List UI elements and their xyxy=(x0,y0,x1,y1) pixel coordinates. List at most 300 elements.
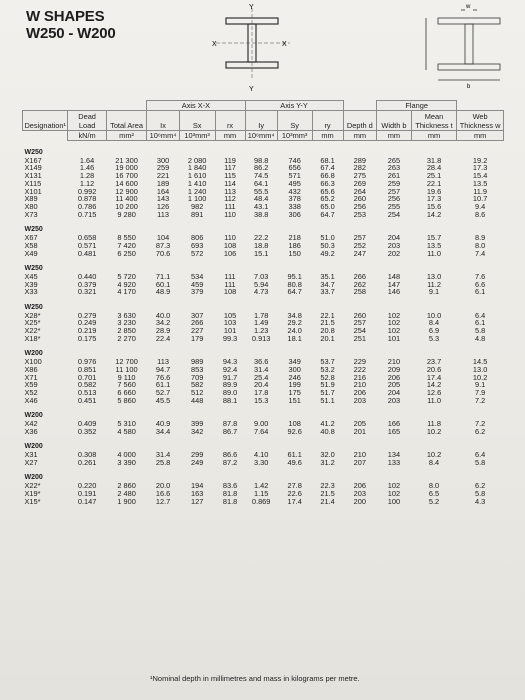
value-cell: 20.4 xyxy=(253,380,269,390)
value-cell: 3 230 xyxy=(117,318,136,328)
unit-sy: 10³mm³ xyxy=(277,131,312,141)
value-cell: 13.5 xyxy=(426,240,442,250)
value-cell: 246 xyxy=(288,372,301,382)
value-cell: 52.7 xyxy=(155,388,171,397)
value-cell: 9.00 xyxy=(253,419,269,428)
designation-cell: X73 xyxy=(24,209,38,219)
table-row xyxy=(23,459,504,467)
value-cell: 108 xyxy=(288,419,301,428)
value-cell: 86.6 xyxy=(222,450,238,459)
value-cell: 111 xyxy=(224,202,236,211)
value-cell: 34.8 xyxy=(287,310,302,320)
value-cell: 222 xyxy=(353,364,367,374)
value-cell: 22.1 xyxy=(426,178,442,188)
value-cell: 0.715 xyxy=(77,209,97,219)
value-cell: 71.1 xyxy=(155,271,171,281)
value-cell: 28.9 xyxy=(155,326,171,335)
value-cell: 38.8 xyxy=(253,209,269,219)
value-cell: 19.2 xyxy=(472,155,488,165)
value-cell: 86.2 xyxy=(253,163,269,173)
value-cell: 203 xyxy=(353,395,367,405)
value-cell: 432 xyxy=(288,186,301,196)
mean-thickness-header: Mean Thickness t xyxy=(411,111,456,131)
flange-width-label: b xyxy=(467,84,471,90)
sx-header: Sx xyxy=(179,111,215,131)
axis-yy-header: Axis Y-Y xyxy=(245,101,343,111)
value-cell: 61.1 xyxy=(155,380,171,390)
value-cell: 0.869 xyxy=(251,496,271,506)
value-cell: 6.5 xyxy=(428,488,440,498)
value-cell: 68.1 xyxy=(320,155,335,165)
value-cell: 11.0 xyxy=(427,248,441,258)
value-cell: 51.9 xyxy=(320,380,335,390)
value-cell: 60.1 xyxy=(155,279,171,289)
value-cell: 259 xyxy=(156,163,170,173)
value-cell: 8.6 xyxy=(474,209,486,219)
value-cell: 8.4 xyxy=(428,318,440,328)
value-cell: 117 xyxy=(224,163,236,173)
value-cell: 17.4 xyxy=(426,372,442,382)
group-name: W200 xyxy=(24,412,43,420)
group-name: W250 xyxy=(24,265,43,272)
value-cell: 25.8 xyxy=(155,457,171,467)
value-cell: 33.7 xyxy=(320,287,335,297)
value-cell: 151 xyxy=(288,395,301,405)
w-shapes-properties-table xyxy=(22,100,504,505)
value-cell: 34.2 xyxy=(155,318,171,328)
unit-w: mm xyxy=(457,131,504,141)
value-cell: 19 000 xyxy=(115,163,138,173)
designation-cell: X149 xyxy=(24,163,42,173)
value-cell: 203 xyxy=(387,395,401,405)
unit-t: mm xyxy=(411,131,456,141)
value-cell: 1 100 xyxy=(187,194,207,204)
value-cell: 67.4 xyxy=(320,163,335,173)
value-cell: 48.9 xyxy=(155,287,171,297)
value-cell: 261 xyxy=(387,171,401,180)
value-cell: 201 xyxy=(353,426,367,436)
designation-cell: X58 xyxy=(24,240,38,250)
unit-sx: 10³mm³ xyxy=(179,131,215,141)
value-cell: 210 xyxy=(353,450,367,459)
value-cell: 133 xyxy=(387,457,401,467)
unit-b: mm xyxy=(377,131,412,141)
value-cell: 0.851 xyxy=(77,364,97,374)
value-cell: 0.308 xyxy=(77,450,97,459)
value-cell: 205 xyxy=(353,419,367,428)
value-cell: 1.23 xyxy=(253,326,269,335)
value-cell: 254 xyxy=(353,326,367,335)
value-cell: 40.8 xyxy=(320,426,335,436)
value-cell: 95.1 xyxy=(287,271,302,281)
value-cell: 10.2 xyxy=(426,426,442,436)
value-cell: 163 xyxy=(190,488,204,498)
value-cell: 14.2 xyxy=(426,209,442,219)
value-cell: 28.4 xyxy=(426,163,442,173)
value-cell: 6 250 xyxy=(117,248,136,258)
value-cell: 8.4 xyxy=(428,457,440,467)
designation-cell: X36 xyxy=(24,426,38,436)
value-cell: 15.6 xyxy=(426,202,442,211)
group-spacer xyxy=(23,436,504,444)
value-cell: 14.2 xyxy=(426,380,442,390)
value-cell: 111 xyxy=(224,271,236,281)
value-cell: 534 xyxy=(190,271,204,281)
value-cell: 3 630 xyxy=(117,310,136,320)
value-cell: 110 xyxy=(224,209,236,219)
value-cell: 113 xyxy=(224,186,236,196)
value-cell: 1 410 xyxy=(187,178,207,188)
value-cell: 205 xyxy=(387,380,401,390)
title-line-1: W SHAPES xyxy=(26,8,105,25)
value-cell: 64.7 xyxy=(320,209,335,219)
page-title xyxy=(26,8,116,42)
value-cell: 5.2 xyxy=(428,496,440,506)
value-cell: 31.4 xyxy=(253,364,269,374)
value-cell: 89.0 xyxy=(222,388,238,397)
group-name: W250 xyxy=(24,303,43,311)
value-cell: 6.2 xyxy=(474,426,486,436)
value-cell: 23.7 xyxy=(426,357,442,366)
group-name: W250 xyxy=(24,148,43,156)
value-cell: 11.9 xyxy=(473,186,488,196)
value-cell: 7.03 xyxy=(253,271,269,281)
value-cell: 1.28 xyxy=(79,171,95,180)
value-cell: 207 xyxy=(353,457,367,467)
header-row-2 xyxy=(23,111,504,131)
designation-cell: X167 xyxy=(24,155,42,165)
value-cell: 0.321 xyxy=(77,287,97,297)
value-cell: 5 310 xyxy=(117,419,136,428)
value-cell: 66.8 xyxy=(320,171,335,180)
value-cell: 8.0 xyxy=(428,481,440,490)
value-cell: 50.3 xyxy=(320,240,335,250)
value-cell: 43.1 xyxy=(253,202,269,211)
value-cell: 6.4 xyxy=(474,310,486,320)
value-cell: 0.440 xyxy=(77,271,97,281)
designation-cell: X18* xyxy=(24,333,41,343)
value-cell: 66.3 xyxy=(320,178,335,188)
group-spacer xyxy=(23,296,504,304)
value-cell: 20.8 xyxy=(320,326,335,335)
value-cell: 210 xyxy=(353,380,367,390)
value-cell: 0.786 xyxy=(77,202,97,211)
value-cell: 148 xyxy=(387,271,401,281)
value-cell: 4.73 xyxy=(253,287,269,297)
value-cell: 6.1 xyxy=(474,287,486,297)
value-cell: 2 080 xyxy=(187,155,207,165)
value-cell: 52.8 xyxy=(320,372,335,382)
value-cell: 102 xyxy=(387,318,401,328)
value-cell: 199 xyxy=(288,380,301,390)
group-spacer xyxy=(23,343,504,351)
value-cell: 165 xyxy=(387,426,401,436)
value-cell: 9.1 xyxy=(428,287,440,297)
value-cell: 6.1 xyxy=(474,318,486,328)
designation-cell: X22* xyxy=(24,481,41,490)
value-cell: 253 xyxy=(353,209,367,219)
value-cell: 306 xyxy=(288,209,301,219)
value-cell: 2 480 xyxy=(117,488,136,498)
value-cell: 259 xyxy=(387,178,401,188)
table-row xyxy=(23,498,504,506)
value-cell: 5.8 xyxy=(474,326,486,335)
value-cell: 247 xyxy=(353,248,367,258)
value-cell: 15.4 xyxy=(472,171,488,180)
value-cell: 4 580 xyxy=(117,426,136,436)
group-spacer xyxy=(23,467,504,475)
footnote: ¹Nominal depth in millimetres and mass in kilograms per metre. xyxy=(150,674,360,683)
value-cell: 25.4 xyxy=(253,372,269,382)
value-cell: 399 xyxy=(190,419,204,428)
value-cell: 113 xyxy=(157,209,169,219)
value-cell: 127 xyxy=(190,496,204,506)
web-thickness-header: Web Thickness w xyxy=(457,111,504,131)
value-cell: 206 xyxy=(387,372,401,382)
value-cell: 6.6 xyxy=(474,279,486,289)
value-cell: 40.0 xyxy=(155,310,171,320)
value-cell: 15.7 xyxy=(426,233,442,242)
value-cell: 218 xyxy=(288,233,301,242)
value-cell: 216 xyxy=(353,372,367,382)
value-cell: 89.9 xyxy=(222,380,238,390)
value-cell: 9.1 xyxy=(474,380,486,390)
value-cell: 92.6 xyxy=(287,426,302,436)
value-cell: 338 xyxy=(288,202,301,211)
value-cell: 99.3 xyxy=(222,333,238,343)
value-cell: 656 xyxy=(288,163,301,173)
value-cell: 202 xyxy=(387,248,401,258)
value-cell: 189 xyxy=(156,178,170,188)
value-cell: 853 xyxy=(190,364,204,374)
designation-cell: X45 xyxy=(24,271,38,281)
value-cell: 982 xyxy=(190,202,204,211)
value-cell: 17.3 xyxy=(426,194,442,204)
value-cell: 22.4 xyxy=(155,333,171,343)
value-cell: 10.7 xyxy=(472,194,488,204)
value-cell: 64.1 xyxy=(253,178,269,188)
value-cell: 262 xyxy=(353,279,367,289)
value-cell: 1.42 xyxy=(253,481,269,490)
value-cell: 48.4 xyxy=(253,194,269,204)
value-cell: 143 xyxy=(156,194,170,204)
value-cell: 3 390 xyxy=(117,457,136,467)
value-cell: 1.15 xyxy=(253,488,269,498)
value-cell: 5 860 xyxy=(117,395,136,405)
value-cell: 119 xyxy=(224,155,236,165)
value-cell: 12 700 xyxy=(115,357,138,366)
value-cell: 0.279 xyxy=(77,310,97,320)
value-cell: 265 xyxy=(387,155,401,165)
value-cell: 65.0 xyxy=(320,202,335,211)
value-cell: 379 xyxy=(190,287,204,297)
value-cell: 269 xyxy=(353,178,367,188)
value-cell: 0.582 xyxy=(77,380,97,390)
designation-header: Designation¹ xyxy=(23,111,68,131)
designation-cell: X59 xyxy=(24,380,38,390)
value-cell: 13.0 xyxy=(472,364,488,374)
value-cell: 6.9 xyxy=(428,326,440,335)
table-row xyxy=(23,397,504,405)
designation-cell: X80 xyxy=(24,202,38,211)
value-cell: 53.7 xyxy=(320,357,335,366)
value-cell: 34.4 xyxy=(155,426,171,436)
value-cell: 103 xyxy=(223,318,237,328)
value-cell: 0.481 xyxy=(77,248,97,258)
value-cell: 249 xyxy=(190,457,204,467)
value-cell: 65.2 xyxy=(320,194,335,204)
value-cell: 263 xyxy=(387,163,401,173)
designation-cell: X28* xyxy=(24,310,41,320)
value-cell: 2 850 xyxy=(117,326,136,335)
table-body xyxy=(23,141,504,506)
value-cell: 51.7 xyxy=(320,388,335,397)
value-cell: 13.0 xyxy=(426,271,442,281)
value-cell: 378 xyxy=(288,194,301,204)
value-cell: 10.0 xyxy=(426,310,442,320)
value-cell: 746 xyxy=(288,155,301,165)
value-cell: 16 700 xyxy=(115,171,138,180)
value-cell: 3.30 xyxy=(253,457,269,467)
rx-header: rx xyxy=(215,111,245,131)
value-cell: 21.5 xyxy=(320,318,335,328)
value-cell: 22.2 xyxy=(253,233,269,242)
value-cell: 0.513 xyxy=(77,388,97,397)
group-name: W200 xyxy=(24,350,43,358)
designation-cell: X33 xyxy=(24,287,38,297)
width-header: Width b xyxy=(377,111,412,131)
value-cell: 204 xyxy=(387,388,401,397)
value-cell: 4 000 xyxy=(117,450,136,459)
value-cell: 20.0 xyxy=(155,481,171,490)
value-cell: 0.451 xyxy=(77,395,97,405)
value-cell: 87.2 xyxy=(222,457,238,467)
value-cell: 15.3 xyxy=(253,395,269,405)
value-cell: 0.701 xyxy=(77,372,97,382)
value-cell: 7.6 xyxy=(474,271,486,281)
value-cell: 31.8 xyxy=(426,155,442,165)
value-cell: 27.8 xyxy=(287,481,302,490)
value-cell: 134 xyxy=(387,450,401,459)
value-cell: 255 xyxy=(387,202,401,211)
value-cell: 74.5 xyxy=(253,171,269,180)
value-cell: 164 xyxy=(156,186,170,196)
value-cell: 1.12 xyxy=(79,178,95,188)
value-cell: 166 xyxy=(387,419,401,428)
value-cell: 104 xyxy=(156,233,170,242)
value-cell: 65.6 xyxy=(320,186,335,196)
value-cell: 51.0 xyxy=(320,233,335,242)
value-cell: 257 xyxy=(353,318,367,328)
value-cell: 7 560 xyxy=(117,380,136,390)
value-cell: 81.8 xyxy=(222,496,238,506)
designation-cell: X19* xyxy=(24,488,41,498)
value-cell: 266 xyxy=(353,271,367,281)
value-cell: 1 240 xyxy=(187,186,207,196)
designation-cell: X39 xyxy=(24,279,38,289)
value-cell: 18.1 xyxy=(287,333,302,343)
value-cell: 98.8 xyxy=(253,155,269,165)
value-cell: 307 xyxy=(190,310,204,320)
value-cell: 299 xyxy=(190,450,204,459)
title-line-2: W250 - W200 xyxy=(26,25,116,42)
value-cell: 87.3 xyxy=(155,240,171,250)
value-cell: 20.1 xyxy=(320,333,335,343)
value-cell: 0.261 xyxy=(77,457,97,467)
units-row xyxy=(23,131,504,141)
value-cell: 989 xyxy=(190,357,204,366)
value-cell: 0.658 xyxy=(77,233,97,242)
value-cell: 22.3 xyxy=(320,481,335,490)
value-cell: 300 xyxy=(288,364,301,374)
value-cell: 111 xyxy=(224,279,236,289)
value-cell: 10.2 xyxy=(426,450,442,459)
value-cell: 4.10 xyxy=(253,450,269,459)
value-cell: 0.352 xyxy=(77,426,97,436)
value-cell: 495 xyxy=(288,178,301,188)
value-cell: 55.5 xyxy=(253,186,269,196)
value-cell: 114 xyxy=(224,178,236,188)
value-cell: 1.78 xyxy=(253,310,269,320)
value-cell: 86.7 xyxy=(222,426,238,436)
value-cell: 21.5 xyxy=(320,488,335,498)
value-cell: 266 xyxy=(190,318,204,328)
value-cell: 24.0 xyxy=(287,326,302,335)
value-cell: 19.6 xyxy=(426,186,442,196)
value-cell: 512 xyxy=(190,388,204,397)
value-cell: 459 xyxy=(190,279,204,289)
value-cell: 102 xyxy=(387,481,401,490)
unit-dead-load: kN/m xyxy=(68,131,106,141)
value-cell: 108 xyxy=(223,287,237,297)
value-cell: 76.6 xyxy=(155,372,171,382)
value-cell: 41.2 xyxy=(320,419,335,428)
value-cell: 252 xyxy=(353,240,367,250)
value-cell: 100 xyxy=(387,496,401,506)
value-cell: 221 xyxy=(156,171,170,180)
value-cell: 300 xyxy=(156,155,170,165)
value-cell: 0.175 xyxy=(77,333,97,343)
value-cell: 0.147 xyxy=(77,496,97,506)
group-spacer xyxy=(23,405,504,413)
value-cell: 179 xyxy=(190,333,204,343)
value-cell: 92.4 xyxy=(222,364,238,374)
value-cell: 9 110 xyxy=(117,372,136,382)
designation-cell: X25* xyxy=(24,318,41,328)
value-cell: 14 600 xyxy=(115,178,138,188)
value-cell: 6.2 xyxy=(474,481,486,490)
designation-cell: X71 xyxy=(24,372,38,382)
value-cell: 10 200 xyxy=(115,202,138,211)
value-cell: 49.6 xyxy=(287,457,302,467)
value-cell: 175 xyxy=(288,388,301,397)
designation-cell: X15* xyxy=(24,496,41,506)
value-cell: 32.0 xyxy=(320,450,335,459)
value-cell: 70.6 xyxy=(155,248,171,258)
value-cell: 88.1 xyxy=(222,395,238,405)
value-cell: 7 420 xyxy=(117,240,136,250)
iy-header: Iy xyxy=(245,111,277,131)
value-cell: 0.409 xyxy=(77,419,97,428)
value-cell: 7.2 xyxy=(474,419,486,428)
value-cell: 693 xyxy=(190,240,204,250)
value-cell: 200 xyxy=(353,496,367,506)
value-cell: 11 400 xyxy=(115,194,138,204)
value-cell: 14.5 xyxy=(472,357,488,366)
value-cell: 64.7 xyxy=(287,287,302,297)
ry-header: ry xyxy=(312,111,343,131)
designation-cell: X42 xyxy=(24,419,38,428)
